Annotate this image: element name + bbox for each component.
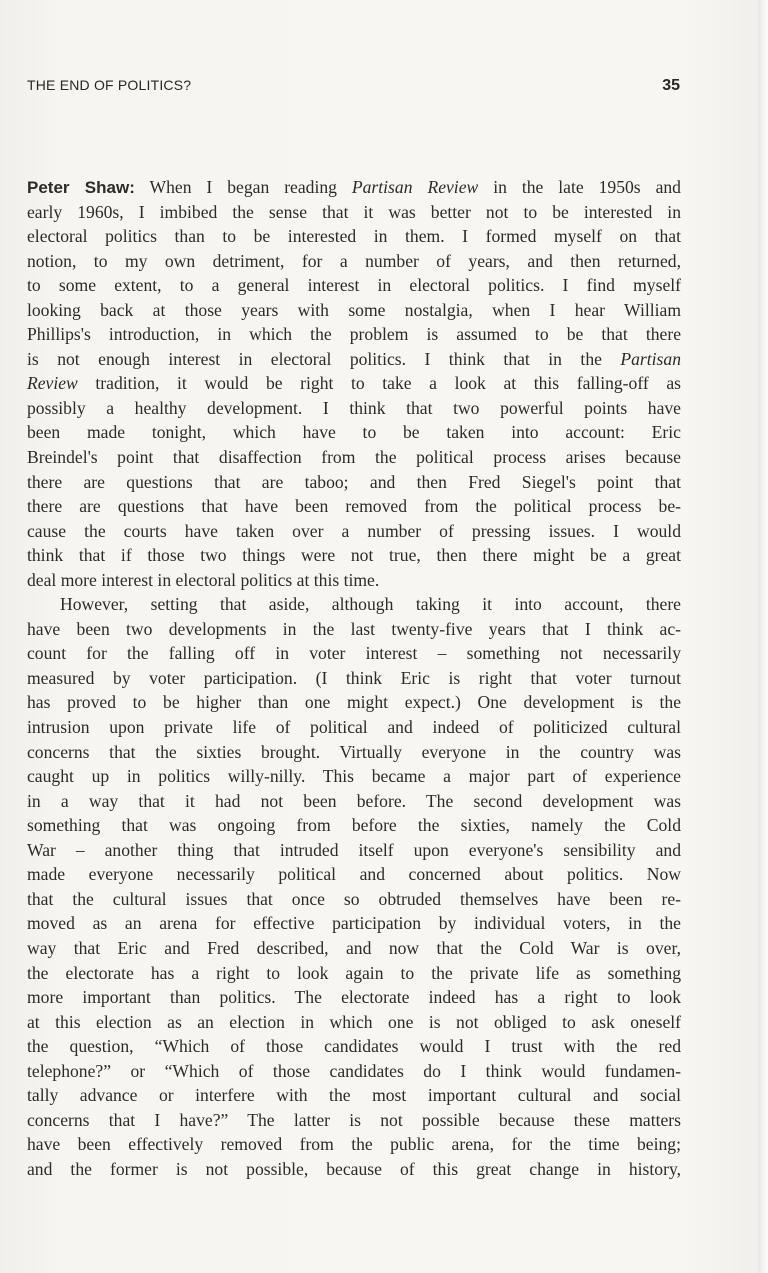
text-line [27,936,681,961]
text-line [27,862,681,887]
text-line [27,617,681,642]
text-line [27,961,681,986]
text-segment: tradition, it would be right to take a look at this falling-off as [77,373,681,394]
text-line [27,1132,681,1157]
text-line [27,1059,681,1084]
text-segment: When I began reading [149,177,352,197]
text-segment: been made tonight, which have to be taken into account: Eric [27,422,681,443]
text-line [27,690,681,715]
text-line [27,764,681,789]
text-line [27,985,681,1010]
text-line [27,445,681,470]
text-segment: in a way that it had not been before. The second development was [27,790,681,811]
running-head [27,77,680,95]
text-line [27,740,681,765]
page-edge [758,0,768,1273]
text-segment: the question, “Which of those candidates would I trust with the red [27,1036,681,1057]
italic-title: Review [27,373,78,394]
text-segment: electoral politics than to be interested in them. I formed myself on that [27,226,681,247]
text-line [27,543,681,568]
text-line [27,470,681,495]
text-segment: telephone?” or “Which of those candidates do I think would fundamen- [27,1060,681,1081]
italic-title: Partisan [620,348,681,369]
text-line [27,322,681,347]
text-line [27,715,681,740]
text-segment: concerns that I have?” The latter is not possible because these matters [27,1109,681,1130]
text-segment: that the cultural issues that once so obtruded themselves have been re- [27,888,681,909]
text-line [27,666,681,691]
text-line [27,224,681,249]
text-line [27,200,681,225]
text-segment: at this election as an election in which one is not obliged to ask oneself [27,1011,681,1032]
text-segment: notion, to my own detriment, for a number of years, and then returned, [27,250,681,271]
text-line [27,1157,681,1182]
text-segment: early 1960s, I imbibed the sense that it was better not to be interested in [27,201,681,222]
text-segment: count for the falling off in voter interest – something not necessarily [27,643,681,664]
text-line [27,175,681,200]
text-segment: there are questions that are taboo; and then Fred Siegel's point that [27,471,681,492]
text-segment: concerns that the sixties brought. Virtually everyone in the country was [27,741,681,762]
text-line [27,838,681,863]
text-segment: think that if those two things were not true, then there might be a great [27,545,681,566]
text-segment: more important than politics. The electorate indeed has a right to look [27,987,681,1008]
text-line [27,1083,681,1108]
text-segment: caught up in politics willy-nilly. This became a major part of experience [27,766,681,787]
text-segment: Breindel's point that disaffection from the political process arises because [27,447,681,468]
text-segment: looking back at those years with some nostalgia, when I hear William [27,299,681,320]
text-segment: However, setting that aside, although taking it into account, there [60,594,681,615]
text-line [27,789,681,814]
body-text [27,175,681,1181]
text-line [27,494,681,519]
text-segment: there are questions that have been removed from the political process be- [27,496,681,517]
text-segment: possibly a healthy development. I think that two powerful points have [27,397,681,418]
text-segment: intrusion upon private life of political and indeed of politicized cultural [27,717,681,738]
text-segment: have been two developments in the last twenty-five years that I think ac- [27,618,681,639]
text-segment: deal more interest in electoral politics at this time. [27,569,380,590]
text-segment: is not enough interest in electoral politics. I think that in the [27,348,621,369]
text-segment: Phillips's introduction, in which the problem is assumed to be that there [27,324,681,345]
text-line [27,1010,681,1035]
text-line [27,568,681,593]
text-segment: War – another thing that intruded itself upon everyone's sensibility and [27,839,681,860]
speaker-name: Peter Shaw: [27,178,135,197]
running-head-title: THE END OF POLITICS? [27,77,192,93]
text-segment: to some extent, to a general interest in electoral politics. I find myself [27,275,681,296]
text-line [27,813,681,838]
text-segment: and the former is not possible, because of this great change in history, [27,1158,681,1179]
text-segment: has proved to be higher than one might expect.) One development is the [27,692,681,713]
text-line [27,420,681,445]
text-segment: made everyone necessarily political and concerned about politics. Now [27,864,681,885]
text-segment: have been effectively removed from the public arena, for the time being; [27,1134,681,1155]
text-segment: measured by voter participation. (I think Eric is right that voter turnout [27,667,681,688]
text-segment: moved as an arena for effective participation by individual voters, in the [27,913,681,934]
text-segment: way that Eric and Fred described, and now that the Cold War is over, [27,937,681,958]
text-line [27,887,681,912]
page-number: 35 [662,77,680,94]
text-segment: tally advance or interfere with the most important cultural and social [27,1085,681,1106]
text-segment: the electorate has a right to look again to the private life as something [27,962,681,983]
text-line [27,249,681,274]
text-line [27,592,681,617]
text-line [27,396,681,421]
text-line [27,641,681,666]
text-line [27,1108,681,1133]
text-line [27,519,681,544]
text-line [27,1034,681,1059]
text-line [27,347,681,372]
text-segment: in the late 1950s and [478,177,681,197]
text-segment: cause the courts have taken over a number of pressing issues. I would [27,520,681,541]
text-line [27,298,681,323]
italic-title: Partisan Review [351,177,479,197]
text-segment: something that was ongoing from before the sixties, namely the Cold [27,815,681,836]
text-line [27,273,681,298]
text-line [27,911,681,936]
text-line [27,371,681,396]
